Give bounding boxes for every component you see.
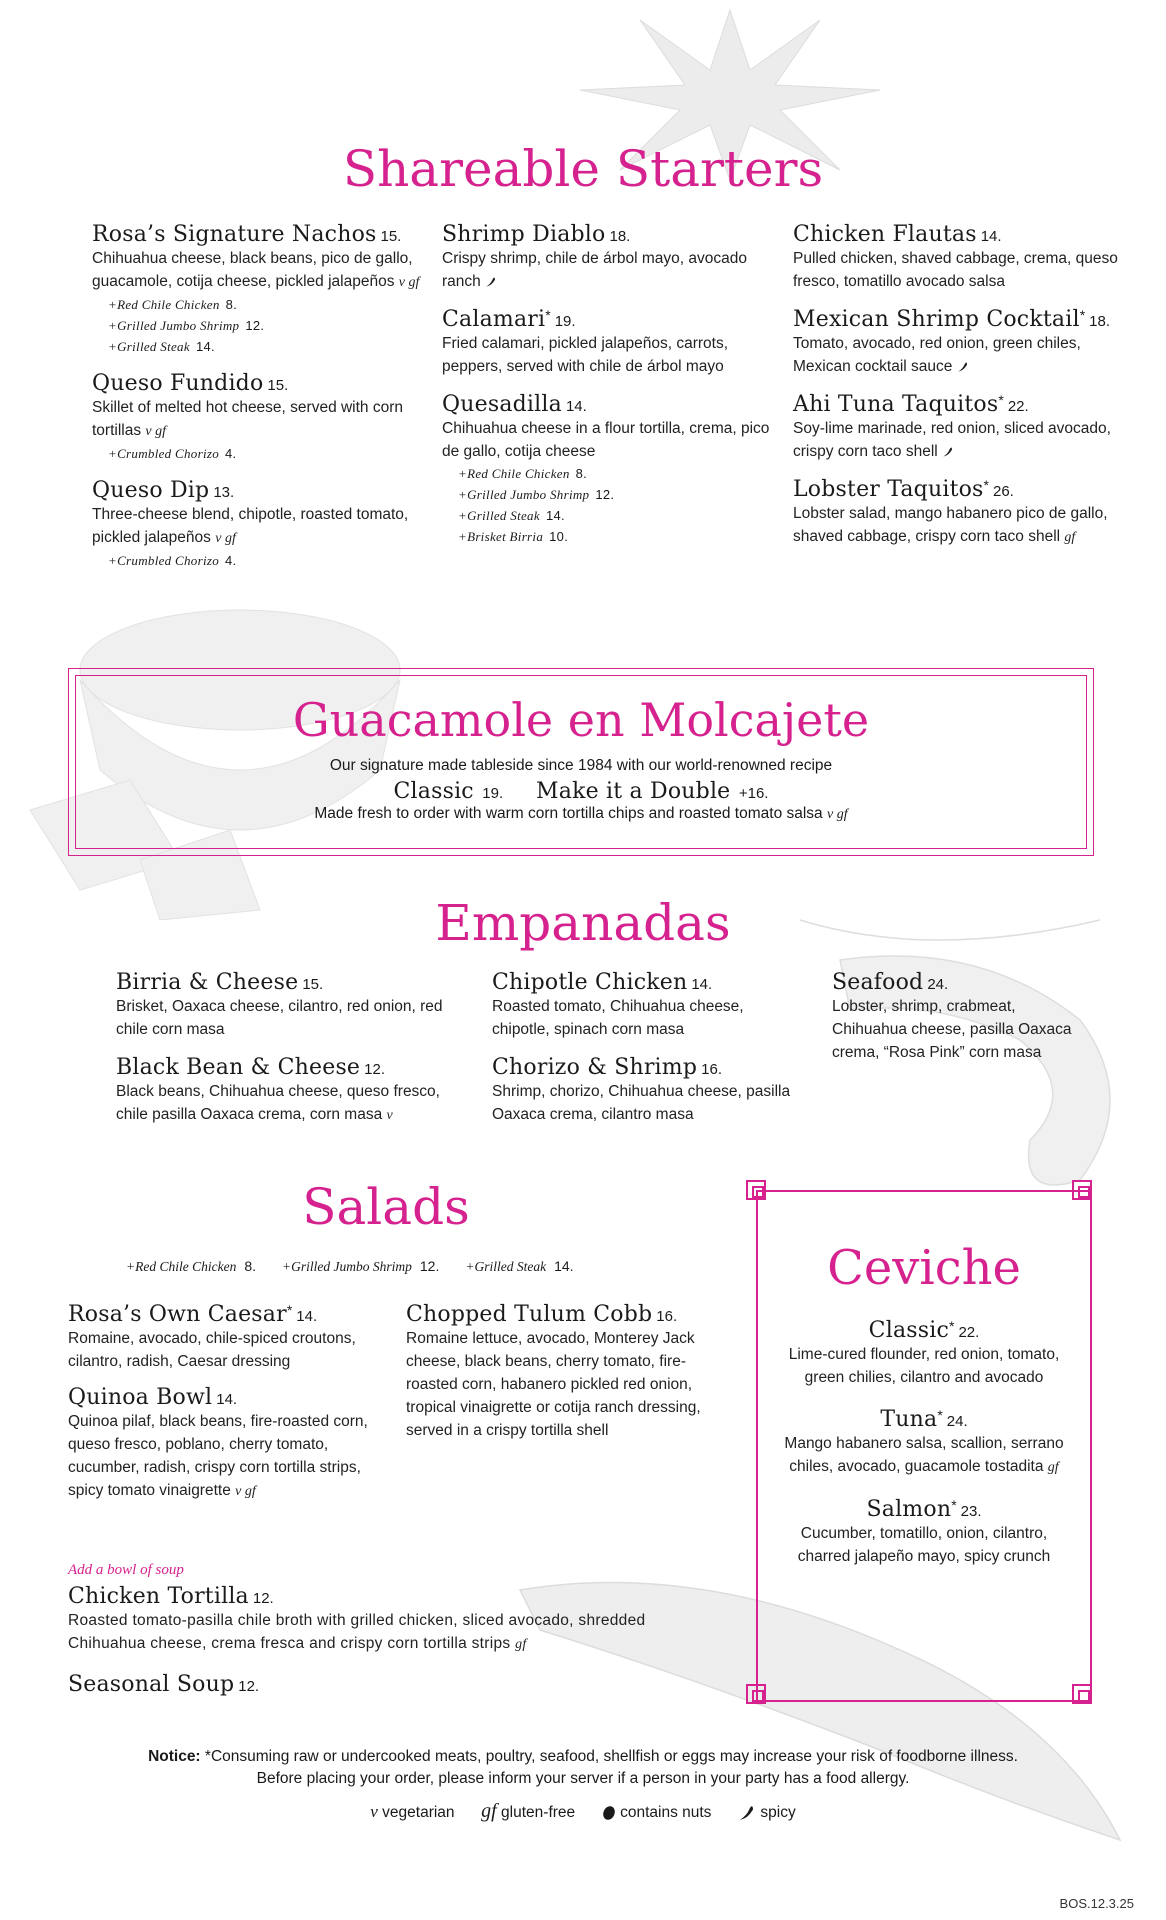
- menu-item: [793, 222, 1133, 293]
- item-description-text: Chihuahua cheese, black beans, pico de gallo, guacamole, cotija cheese, pickled jalapeños: [92, 250, 413, 290]
- item-description-text: Tomato, avocado, red onion, green chiles, Mexican cocktail sauce: [793, 335, 1081, 375]
- item-price: 12.: [238, 1678, 260, 1695]
- menu-item: [442, 222, 772, 293]
- starters-column-1: [92, 222, 422, 585]
- addon-label: +Grilled Jumbo Shrimp: [108, 318, 240, 333]
- item-description-text: Roasted tomato, Chihuahua cheese, chipotle, spinach corn masa: [492, 998, 744, 1038]
- item-description: [68, 1327, 388, 1373]
- guacamole-note: [69, 805, 1093, 823]
- item-description: [92, 247, 422, 294]
- nut-icon: [602, 1805, 616, 1821]
- addon-label: +Grilled Jumbo Shrimp: [282, 1259, 412, 1274]
- item-name: Classic: [868, 1318, 949, 1343]
- ceviche-box: [756, 1190, 1092, 1702]
- chili-icon: [942, 444, 954, 460]
- spicy-label: spicy: [760, 1804, 796, 1821]
- vegetarian-symbol: v: [370, 1802, 378, 1821]
- menu-item: [92, 371, 422, 464]
- item-description-text: Crispy shrimp, chile de árbol mayo, avocado ranch: [442, 250, 747, 290]
- item-description: [116, 1080, 466, 1127]
- menu-item: [116, 1055, 466, 1127]
- gluten-free-symbol: gf: [481, 1800, 497, 1822]
- item-price: 23.: [960, 1503, 982, 1520]
- menu-item: [116, 970, 466, 1041]
- item-price: 15.: [302, 976, 324, 993]
- item-description: [832, 995, 1092, 1064]
- item-description: [442, 417, 772, 463]
- menu-item: [92, 222, 422, 357]
- item-price: 16.: [656, 1308, 678, 1325]
- item-price: 19.: [554, 313, 576, 330]
- item-header: [92, 478, 422, 503]
- item-name: Salmon: [866, 1497, 952, 1522]
- item-price: 22.: [958, 1324, 980, 1341]
- item-description-text: Mango habanero salsa, scallion, serrano chiles, avocado, guacamole tostadita: [784, 1435, 1064, 1475]
- menu-item: [832, 970, 1092, 1064]
- addon-label: +Grilled Steak: [465, 1259, 547, 1274]
- diet-tags: v gf: [145, 424, 167, 439]
- menu-item: [793, 392, 1133, 463]
- item-addon: [442, 463, 772, 484]
- empanadas-column-3: [832, 970, 1092, 1078]
- starters-column-3: [793, 222, 1133, 563]
- item-name: Chicken Flautas: [793, 222, 977, 247]
- item-description: [116, 995, 466, 1041]
- item-description-text: Lobster salad, mango habanero pico de gallo, shaved cabbage, crispy corn taco shell: [793, 505, 1108, 545]
- chili-icon: [485, 274, 497, 290]
- item-header: [778, 1318, 1070, 1343]
- diet-tags: gf: [1064, 530, 1076, 545]
- salads-column-2: [406, 1302, 706, 1454]
- addon-label: +Grilled Steak: [458, 508, 540, 523]
- item-header: [406, 1302, 706, 1327]
- item-header: [778, 1407, 1070, 1432]
- item-description-text: Romaine, avocado, chile-spiced croutons, cilantro, radish, Caesar dressing: [68, 1330, 356, 1370]
- ceviche-item: [778, 1407, 1070, 1479]
- item-header: [442, 392, 772, 417]
- raw-warning-asterisk: *: [937, 1407, 943, 1423]
- addon-price: 12.: [419, 1258, 440, 1274]
- menu-item: [406, 1302, 706, 1442]
- guacamole-box: [68, 668, 1094, 856]
- item-name: Rosa’s Signature Nachos: [92, 222, 377, 247]
- guacamole-note-tags: v gf: [827, 807, 848, 822]
- guacamole-title: Guacamole en Molcajete: [292, 693, 870, 747]
- item-header: [793, 222, 1133, 247]
- addon-label: +Red Chile Chicken: [108, 297, 220, 312]
- item-description: [793, 332, 1133, 378]
- soup-item: [68, 1584, 668, 1656]
- item-header: [442, 222, 772, 247]
- item-name: Ahi Tuna Taquitos: [793, 392, 999, 417]
- item-header: [68, 1302, 388, 1327]
- starters-column-2: [442, 222, 772, 561]
- item-name: Queso Dip: [92, 478, 210, 503]
- item-description: [442, 332, 772, 378]
- item-addon: [92, 294, 422, 315]
- diet-tags: v: [386, 1108, 393, 1123]
- item-addon: [442, 484, 772, 505]
- item-addon: [92, 550, 422, 571]
- item-price: 14.: [691, 976, 713, 993]
- salads-column-1: [68, 1302, 388, 1515]
- item-price: 18.: [609, 228, 631, 245]
- item-price: 24.: [927, 976, 949, 993]
- ceviche-item: [778, 1318, 1070, 1389]
- item-price: 14.: [216, 1391, 238, 1408]
- starters-title: Shareable Starters: [342, 140, 824, 198]
- item-addon: [92, 315, 422, 336]
- item-price: 18.: [1089, 313, 1110, 330]
- raw-warning-asterisk: *: [983, 477, 989, 493]
- item-header: [793, 307, 1133, 332]
- addon-price: 8.: [575, 466, 588, 481]
- item-header: [68, 1584, 668, 1609]
- salads-title: Salads: [302, 1178, 470, 1236]
- addon-label: +Grilled Jumbo Shrimp: [458, 487, 590, 502]
- raw-warning-asterisk: *: [998, 392, 1004, 408]
- raw-warning-asterisk: *: [951, 1497, 957, 1513]
- chili-icon: [738, 1805, 756, 1821]
- item-addon: [92, 336, 422, 357]
- nuts-label: contains nuts: [620, 1804, 712, 1821]
- empanadas-column-2: [492, 970, 792, 1140]
- item-name: Rosa’s Own Caesar: [68, 1302, 287, 1327]
- ceviche-title: Ceviche: [827, 1240, 1021, 1296]
- addon-price: 14.: [554, 1258, 574, 1274]
- item-header: [68, 1385, 388, 1410]
- corner-ornament-tl: [746, 1180, 766, 1200]
- item-description-text: Soy-lime marinade, red onion, sliced avocado, crispy corn taco shell: [793, 420, 1111, 460]
- diet-tags: gf: [515, 1637, 527, 1652]
- corner-ornament-br: [1072, 1684, 1092, 1704]
- item-description: [68, 1609, 668, 1656]
- item-name: Quesadilla: [442, 392, 562, 417]
- empanadas-title: Empanadas: [435, 894, 731, 952]
- item-header: [442, 307, 772, 332]
- item-description: [492, 1080, 792, 1126]
- item-description: [92, 503, 422, 550]
- item-name: Tuna: [880, 1407, 938, 1432]
- chili-icon: [957, 359, 969, 375]
- menu-code: BOS.12.3.25: [1059, 1896, 1134, 1911]
- guacamole-note-text: Made fresh to order with warm corn tortilla chips and roasted tomato salsa: [314, 805, 823, 822]
- notice-line-2: Before placing your order, please inform your server if a person in your party has a food allergy.: [256, 1770, 910, 1787]
- addon-price: 8.: [225, 297, 238, 312]
- soup-item: [68, 1672, 668, 1697]
- menu-item: [442, 392, 772, 547]
- guacamole-classic-label: Classic: [393, 779, 474, 804]
- vegetarian-label: vegetarian: [382, 1804, 455, 1821]
- item-price: 12.: [252, 1590, 274, 1607]
- corner-ornament-bl: [746, 1684, 766, 1704]
- guacamole-pricing: [69, 779, 1093, 804]
- item-description-text: Pulled chicken, shaved cabbage, crema, queso fresco, tomatillo avocado salsa: [793, 250, 1118, 290]
- item-name: Shrimp Diablo: [442, 222, 606, 247]
- menu-item: [793, 307, 1133, 378]
- addon-price: 12.: [595, 487, 615, 502]
- item-header: [778, 1497, 1070, 1522]
- item-description: [778, 1432, 1070, 1479]
- addon-label: +Crumbled Chorizo: [108, 553, 220, 568]
- item-name: Calamari: [442, 307, 546, 332]
- addon-price: 4.: [225, 446, 237, 461]
- item-price: 14.: [980, 228, 1002, 245]
- menu-item: [68, 1302, 388, 1373]
- menu-item: [92, 478, 422, 571]
- item-name: Chorizo & Shrimp: [492, 1055, 698, 1080]
- item-name: Lobster Taquitos: [793, 477, 984, 502]
- item-description-text: Three-cheese blend, chipotle, roasted tomato, pickled jalapeños: [92, 506, 409, 546]
- item-header: [492, 1055, 792, 1080]
- addon-label: +Crumbled Chorizo: [108, 446, 220, 461]
- diet-tags: v gf: [215, 531, 236, 546]
- item-price: 16.: [701, 1061, 723, 1078]
- menu-item: [793, 477, 1133, 549]
- item-addon: [442, 526, 772, 547]
- item-price: 24.: [946, 1413, 968, 1430]
- item-price: 26.: [993, 483, 1014, 500]
- menu-item: [442, 307, 772, 378]
- item-header: [832, 970, 1092, 995]
- item-description: [68, 1410, 388, 1503]
- addon-label: +Grilled Steak: [108, 339, 190, 354]
- addon-price: 14.: [545, 508, 565, 523]
- salad-addons: [126, 1258, 600, 1276]
- diet-tags: v gf: [235, 1484, 256, 1499]
- item-name: Quinoa Bowl: [68, 1385, 213, 1410]
- addon-price: 12.: [245, 318, 265, 333]
- item-name: Black Bean & Cheese: [116, 1055, 361, 1080]
- notice-label: Notice:: [148, 1748, 201, 1765]
- item-header: [116, 970, 466, 995]
- raw-warning-asterisk: *: [949, 1318, 955, 1334]
- addon-label: +Red Chile Chicken: [126, 1259, 237, 1274]
- item-addon: [92, 443, 422, 464]
- item-description-text: Quinoa pilaf, black beans, fire-roasted corn, queso fresco, poblano, cherry tomato, cucumber, radish, crispy corn tortilla strips, spicy tomato vinaigrette: [68, 1413, 368, 1499]
- addon-label: +Red Chile Chicken: [458, 466, 570, 481]
- item-header: [492, 970, 792, 995]
- item-name: Chicken Tortilla: [68, 1584, 249, 1609]
- item-description-text: Fried calamari, pickled jalapeños, carrots, peppers, served with chile de árbol mayo: [442, 335, 729, 375]
- empanadas-column-1: [116, 970, 466, 1141]
- corner-ornament-tr: [1072, 1180, 1092, 1200]
- legend: [0, 1800, 1166, 1823]
- soups-column: [68, 1584, 668, 1713]
- addon-price: 4.: [225, 553, 237, 568]
- addon-price: 14.: [195, 339, 215, 354]
- item-name: Mexican Shrimp Cocktail: [793, 307, 1080, 332]
- item-header: [116, 1055, 466, 1080]
- item-description: [793, 247, 1133, 293]
- item-price: 22.: [1007, 398, 1029, 415]
- notice: [0, 1746, 1166, 1790]
- guacamole-double-label: Make it a Double: [536, 779, 731, 804]
- item-price: 15.: [380, 228, 402, 245]
- menu-item: [492, 970, 792, 1041]
- soup-heading: Add a bowl of soup: [68, 1562, 184, 1578]
- item-price: 14.: [565, 398, 587, 415]
- diet-tags: v gf: [398, 275, 420, 290]
- item-description: [492, 995, 792, 1041]
- item-description: [778, 1522, 1070, 1568]
- guacamole-classic-price: 19.: [482, 785, 504, 802]
- addon-price: 8.: [244, 1258, 257, 1274]
- addon-price: 10.: [549, 529, 569, 544]
- item-description: [793, 502, 1133, 549]
- item-header: [793, 392, 1133, 417]
- item-header: [68, 1672, 668, 1697]
- guacamole-subtitle: Our signature made tableside since 1984 with our world-renowned recipe: [329, 757, 833, 774]
- item-price: 12.: [364, 1061, 386, 1078]
- salad-addon: [126, 1258, 256, 1275]
- item-description-text: Lime-cured flounder, red onion, tomato, green chilies, cilantro and avocado: [788, 1346, 1060, 1386]
- item-description-text: Black beans, Chihuahua cheese, queso fresco, chile pasilla Oaxaca crema, corn masa: [116, 1083, 440, 1123]
- item-price: 14.: [296, 1308, 318, 1325]
- item-description-text: Skillet of melted hot cheese, served with corn tortillas: [92, 399, 404, 439]
- item-description: [442, 247, 772, 293]
- item-description-text: Roasted tomato-pasilla chile broth with grilled chicken, sliced avocado, shredded Chihuahua cheese, crema fresca and crispy corn tortilla strips: [68, 1612, 646, 1652]
- item-header: [793, 477, 1133, 502]
- item-name: Seafood: [832, 970, 924, 995]
- raw-warning-asterisk: *: [1079, 307, 1086, 323]
- item-price: 15.: [267, 377, 289, 394]
- diet-tags: gf: [1047, 1460, 1059, 1475]
- item-description-text: Chihuahua cheese in a flour tortilla, crema, pico de gallo, cotija cheese: [442, 420, 770, 460]
- salad-addon: [282, 1258, 439, 1275]
- item-name: Chipotle Chicken: [492, 970, 688, 995]
- item-description-text: Cucumber, tomatillo, onion, cilantro, charred jalapeño mayo, spicy crunch: [797, 1525, 1051, 1565]
- raw-warning-asterisk: *: [286, 1302, 293, 1318]
- gluten-free-label: gluten-free: [501, 1804, 576, 1821]
- item-name: Chopped Tulum Cobb: [406, 1302, 653, 1327]
- item-name: Queso Fundido: [92, 371, 264, 396]
- raw-warning-asterisk: *: [545, 307, 551, 323]
- item-addon: [442, 505, 772, 526]
- item-description: [92, 396, 422, 443]
- item-description: [778, 1343, 1070, 1389]
- item-name: Seasonal Soup: [68, 1672, 235, 1697]
- item-price: 13.: [213, 484, 235, 501]
- item-header: [92, 371, 422, 396]
- item-description-text: Romaine lettuce, avocado, Monterey Jack cheese, black beans, cherry tomato, fire-roasted corn, habanero pickled red onion, tropical vinaigrette or cotija ranch dressing, served in a crispy tortilla shell: [406, 1330, 701, 1439]
- item-description: [793, 417, 1133, 463]
- ceviche-item: [778, 1497, 1070, 1568]
- menu-item: [68, 1385, 388, 1503]
- guacamole-double-price: +16.: [738, 785, 769, 802]
- item-description-text: Brisket, Oaxaca cheese, cilantro, red onion, red chile corn masa: [116, 998, 443, 1038]
- item-name: Birria & Cheese: [116, 970, 299, 995]
- item-header: [92, 222, 422, 247]
- ceviche-items: [778, 1318, 1070, 1586]
- item-description: [406, 1327, 706, 1442]
- addon-label: +Brisket Birria: [458, 529, 544, 544]
- item-description-text: Shrimp, chorizo, Chihuahua cheese, pasilla Oaxaca crema, cilantro masa: [492, 1083, 791, 1123]
- item-description-text: Lobster, shrimp, crabmeat, Chihuahua cheese, pasilla Oaxaca crema, “Rosa Pink” corn masa: [832, 998, 1072, 1061]
- notice-line-1: *Consuming raw or undercooked meats, poultry, seafood, shellfish or eggs may increase your risk of foodborne illness.: [204, 1748, 1018, 1765]
- menu-item: [492, 1055, 792, 1126]
- salad-addon: [465, 1258, 573, 1275]
